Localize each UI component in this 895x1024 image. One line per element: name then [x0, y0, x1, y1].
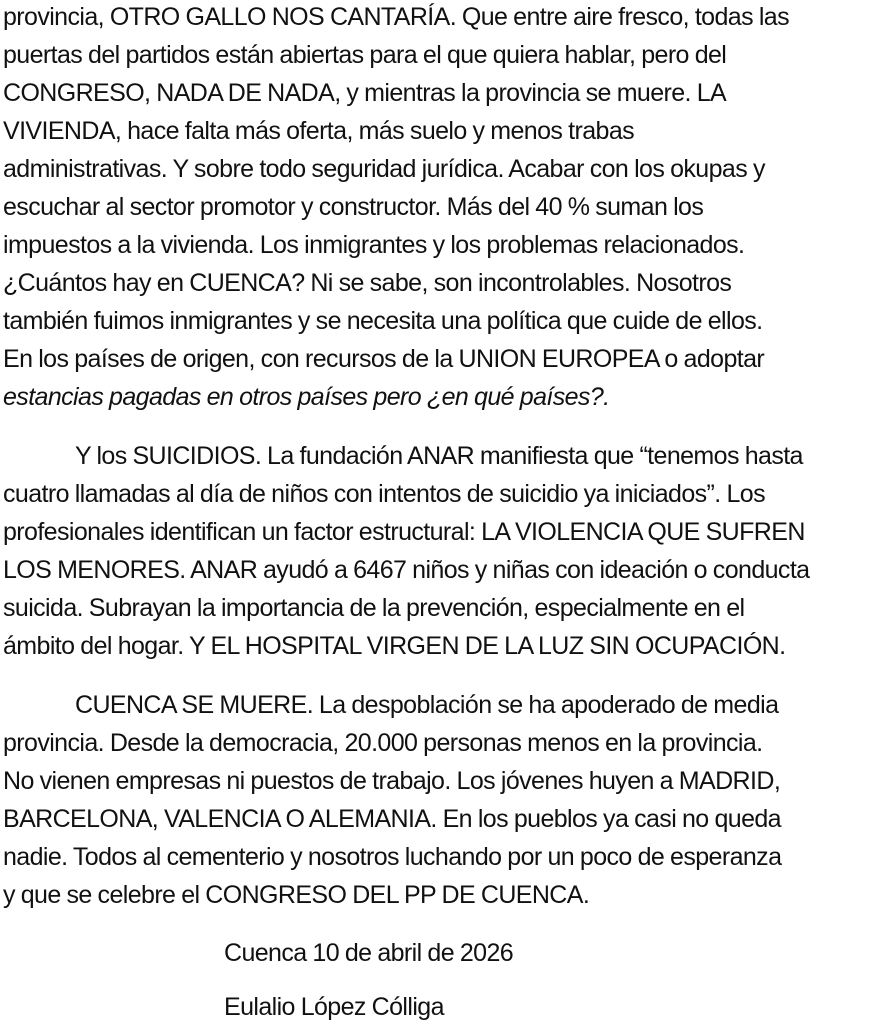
- paragraph-line: también fuimos inmigrantes y se necesita una política que cuide de ellos.: [3, 307, 763, 335]
- paragraph-line: suicida. Subrayan la importancia de la prevención, especialmente en el: [3, 594, 745, 622]
- paragraph-line: profesionales identifican un factor estructural: LA VIOLENCIA QUE SUFREN: [3, 518, 805, 546]
- paragraph-line: provincia. Desde la democracia, 20.000 personas menos en la provincia.: [3, 729, 763, 757]
- paragraph-line: LOS MENORES. ANAR ayudó a 6467 niños y niñas con ideación o conducta: [3, 556, 810, 584]
- paragraph-line: escuchar al sector promotor y constructor. Más del 40 % suman los: [3, 193, 704, 221]
- paragraph-line: CUENCA SE MUERE. La despoblación se ha apoderado de media: [75, 691, 779, 719]
- paragraph-line: puertas del partidos están abiertas para el que quiera hablar, pero del: [3, 41, 727, 69]
- paragraph-line-italic: estancias pagadas en otros países pero ¿en qué países?.: [3, 383, 610, 411]
- paragraph-line: No vienen empresas ni puestos de trabajo. Los jóvenes huyen a MADRID,: [3, 767, 781, 795]
- paragraph-line: ¿Cuántos hay en CUENCA? Ni se sabe, son incontrolables. Nosotros: [3, 269, 732, 297]
- paragraph-line: nadie. Todos al cementerio y nosotros luchando por un poco de esperanza: [3, 843, 782, 871]
- place-date: Cuenca 10 de abril de 2026: [224, 939, 514, 967]
- paragraph-line: impuestos a la vivienda. Los inmigrantes y los problemas relacionados.: [3, 231, 745, 259]
- paragraph-line: En los países de origen, con recursos de la UNION EUROPEA o adoptar: [3, 345, 765, 373]
- paragraph-line: administrativas. Y sobre todo seguridad jurídica. Acabar con los okupas y: [3, 155, 765, 183]
- paragraph-line: BARCELONA, VALENCIA O ALEMANIA. En los pueblos ya casi no queda: [3, 805, 781, 833]
- author-signature: Eulalio López Cólliga: [224, 993, 444, 1021]
- paragraph-line: cuatro llamadas al día de niños con intentos de suicidio ya iniciados”. Los: [3, 480, 765, 508]
- paragraph-line: y que se celebre el CONGRESO DEL PP DE CUENCA.: [3, 881, 590, 909]
- paragraph-line: ámbito del hogar. Y EL HOSPITAL VIRGEN DE LA LUZ SIN OCUPACIÓN.: [3, 632, 786, 660]
- paragraph-line: VIVIENDA, hace falta más oferta, más suelo y menos trabas: [3, 117, 635, 145]
- paragraph-line: provincia, OTRO GALLO NOS CANTARÍA. Que entre aire fresco, todas las: [3, 3, 789, 31]
- paragraph-line: Y los SUICIDIOS. La fundación ANAR manifiesta que “tenemos hasta: [75, 442, 803, 470]
- paragraph-line: CONGRESO, NADA DE NADA, y mientras la provincia se muere. LA: [3, 79, 727, 107]
